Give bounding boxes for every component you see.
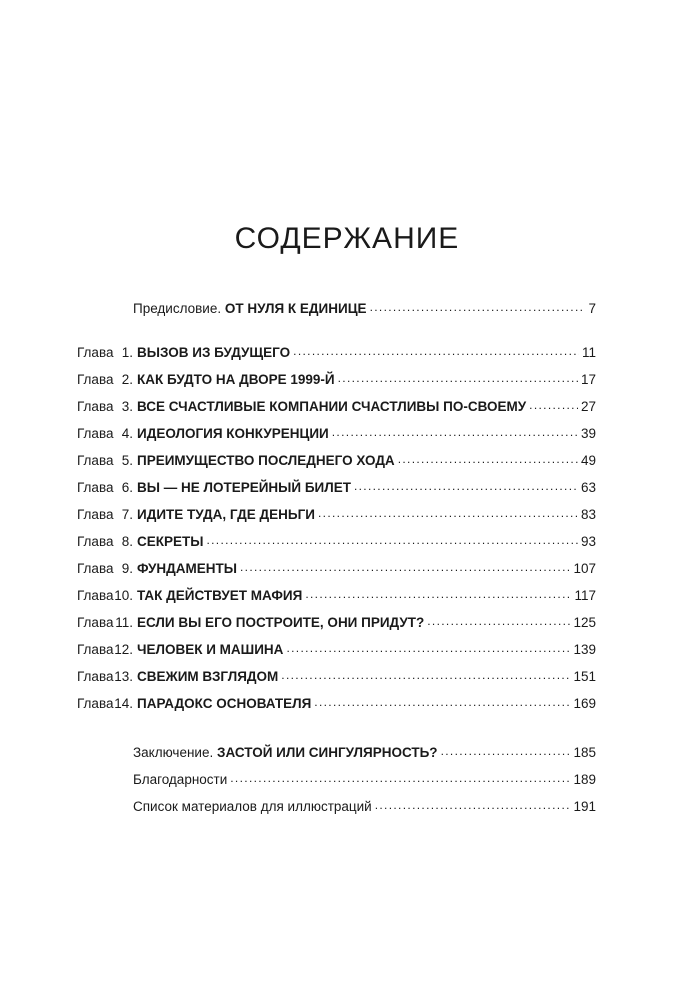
- toc-entry-chapter-2[interactable]: [77, 371, 596, 389]
- toc-entry-chapter-5[interactable]: [77, 452, 596, 470]
- dot-leader: [281, 669, 570, 681]
- chapter-word: Глава: [77, 642, 114, 657]
- entry-page-number: 39: [580, 426, 596, 441]
- entry-title: ЗАСТОЙ ИЛИ СИНГУЛЯРНОСТЬ?: [217, 745, 438, 760]
- chapter-word: Глава: [77, 426, 114, 441]
- toc-entry-chapter-3[interactable]: [77, 398, 596, 416]
- chapter-word: Глава: [77, 507, 114, 522]
- chapter-word: Глава: [77, 561, 114, 576]
- chapter-word: Глава: [77, 399, 114, 414]
- entry-page-number: 49: [580, 453, 596, 468]
- entry-title: ТАК ДЕЙСТВУЕТ МАФИЯ: [137, 588, 303, 603]
- chapter-number: 7.: [121, 507, 133, 522]
- entry-page-number: 117: [574, 588, 596, 603]
- dot-leader: [314, 696, 570, 708]
- entry-page-number: 17: [580, 372, 596, 387]
- chapter-word: Глава: [77, 480, 114, 495]
- entry-page-number: 11: [581, 345, 596, 360]
- toc-entry-chapter-14[interactable]: [77, 695, 596, 713]
- chapter-number: 9.: [121, 561, 133, 576]
- chapter-label: [77, 587, 137, 605]
- chapter-number: 8.: [121, 534, 133, 549]
- chapter-label: [77, 560, 137, 578]
- entry-title: ВЫЗОВ ИЗ БУДУЩЕГО: [137, 345, 291, 360]
- chapter-label: [77, 425, 137, 443]
- chapter-number: 4.: [121, 426, 133, 441]
- entry-title: СЕКРЕТЫ: [137, 534, 204, 549]
- chapter-label: [77, 452, 137, 470]
- chapter-label: [77, 641, 137, 659]
- chapter-word: Глава: [77, 588, 114, 603]
- toc-entry-acknowledgements[interactable]: [133, 771, 596, 789]
- chapter-number: 2.: [121, 372, 133, 387]
- chapter-word: Глава: [77, 696, 114, 711]
- entry-title: ЕСЛИ ВЫ ЕГО ПОСТРОИТЕ, ОНИ ПРИДУТ?: [137, 615, 425, 630]
- entry-title: КАК БУДТО НА ДВОРЕ 1999-Й: [137, 372, 335, 387]
- dot-leader: [332, 426, 578, 438]
- dot-leader: [375, 799, 571, 811]
- entry-page-number: 7: [588, 301, 596, 316]
- dot-leader: [293, 345, 579, 357]
- toc-entry-chapter-7[interactable]: [77, 506, 596, 524]
- entry-title: СВЕЖИМ ВЗГЛЯДОМ: [137, 669, 279, 684]
- entry-title: ПАРАДОКС ОСНОВАТЕЛЯ: [137, 696, 312, 711]
- chapter-number: 13.: [114, 669, 133, 684]
- entry-prefix: Заключение.: [133, 745, 214, 760]
- dot-leader: [286, 642, 570, 654]
- toc-entry-chapter-11[interactable]: [77, 614, 596, 632]
- entry-title: ВЫ — НЕ ЛОТЕРЕЙНЫЙ БИЛЕТ: [137, 480, 351, 495]
- chapter-word: Глава: [77, 669, 114, 684]
- chapter-label: [77, 533, 137, 551]
- entry-page-number: 83: [580, 507, 596, 522]
- entry-page-number: 151: [573, 669, 596, 684]
- entry-title: ВСЕ СЧАСТЛИВЫЕ КОМПАНИИ СЧАСТЛИВЫ ПО-СВОЕМУ: [137, 399, 527, 414]
- chapter-label: [77, 668, 137, 686]
- chapter-number: 10.: [114, 588, 133, 603]
- dot-leader: [441, 745, 571, 757]
- dot-leader: [206, 534, 578, 546]
- dot-leader: [240, 561, 570, 573]
- chapter-label: [77, 344, 137, 362]
- entry-page-number: 27: [580, 399, 596, 414]
- toc-entry-chapter-10[interactable]: [77, 587, 596, 605]
- entry-title: ПРЕИМУЩЕСТВО ПОСЛЕДНЕГО ХОДА: [137, 453, 395, 468]
- dot-leader: [370, 301, 586, 313]
- entry-title: ФУНДАМЕНТЫ: [137, 561, 237, 576]
- chapter-number: 1.: [121, 345, 133, 360]
- dot-leader: [529, 399, 578, 411]
- toc-entry-preface[interactable]: [133, 300, 596, 318]
- dot-leader: [427, 615, 570, 627]
- toc-entry-chapter-6[interactable]: [77, 479, 596, 497]
- entry-page-number: 185: [573, 745, 596, 760]
- entry-page-number: 191: [573, 799, 596, 814]
- chapter-word: Глава: [77, 453, 114, 468]
- toc-entry-conclusion[interactable]: [133, 744, 596, 762]
- chapter-label: [77, 695, 137, 713]
- chapter-number: 6.: [121, 480, 133, 495]
- dot-leader: [305, 588, 571, 600]
- entry-page-number: 189: [573, 772, 596, 787]
- entry-title: Благодарности: [133, 772, 228, 787]
- dot-leader: [354, 480, 578, 492]
- chapter-word: Глава: [77, 372, 114, 387]
- entry-title: ЧЕЛОВЕК И МАШИНА: [137, 642, 284, 657]
- dot-leader: [338, 372, 578, 384]
- entry-page-number: 93: [580, 534, 596, 549]
- chapter-label: [77, 479, 137, 497]
- entry-page-number: 125: [573, 615, 596, 630]
- entry-page-number: 139: [573, 642, 596, 657]
- toc-entry-chapter-4[interactable]: [77, 425, 596, 443]
- chapter-number: 12.: [114, 642, 133, 657]
- chapter-label: [77, 398, 137, 416]
- entry-title: ИДЕОЛОГИЯ КОНКУРЕНЦИИ: [137, 426, 329, 441]
- chapter-number: 3.: [121, 399, 133, 414]
- chapter-word: Глава: [77, 615, 114, 630]
- toc-entry-chapter-12[interactable]: [77, 641, 596, 659]
- chapter-label: [77, 371, 137, 389]
- entry-prefix: Предисловие.: [133, 301, 222, 316]
- chapter-word: Глава: [77, 534, 114, 549]
- page-title: СОДЕРЖАНИЕ: [234, 222, 460, 255]
- chapter-label: [77, 506, 137, 524]
- chapter-label: [77, 614, 137, 632]
- entry-page-number: 63: [580, 480, 596, 495]
- dot-leader: [318, 507, 578, 519]
- dot-leader: [398, 453, 578, 465]
- toc-entry-illustrations[interactable]: [133, 798, 596, 816]
- chapter-word: Глава: [77, 345, 114, 360]
- chapter-number: 5.: [121, 453, 133, 468]
- chapter-number: 11.: [115, 615, 133, 630]
- entry-page-number: 107: [573, 561, 596, 576]
- entry-title: ОТ НУЛЯ К ЕДИНИЦЕ: [224, 301, 367, 316]
- toc-entry-chapter-8[interactable]: [77, 533, 596, 551]
- entry-title: ИДИТЕ ТУДА, ГДЕ ДЕНЬГИ: [137, 507, 315, 522]
- toc-entry-chapter-9[interactable]: [77, 560, 596, 578]
- dot-leader: [230, 772, 570, 784]
- chapter-number: 14.: [114, 696, 133, 711]
- entry-title: Список материалов для иллюстраций: [133, 799, 372, 814]
- toc-entry-chapter-1[interactable]: [77, 344, 596, 362]
- toc-entry-chapter-13[interactable]: [77, 668, 596, 686]
- entry-page-number: 169: [573, 696, 596, 711]
